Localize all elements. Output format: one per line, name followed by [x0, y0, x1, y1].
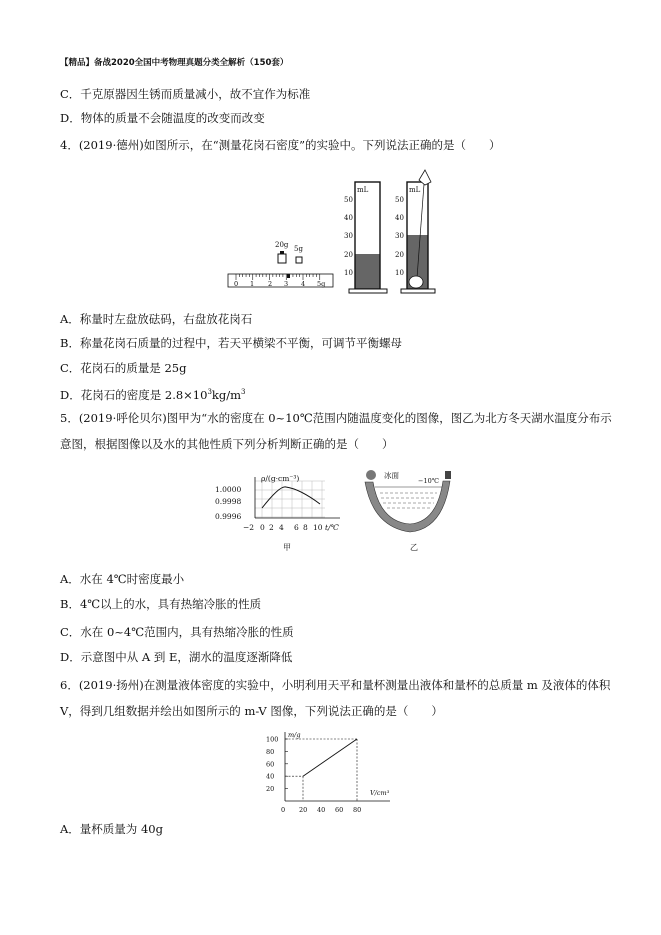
- svg-text:20: 20: [344, 251, 353, 259]
- weight-20g: [275, 241, 289, 263]
- svg-text:5g: 5g: [294, 245, 303, 253]
- svg-text:t/℃: t/℃: [325, 523, 339, 532]
- svg-text:mL: mL: [409, 186, 421, 194]
- y-tick-label: 80: [266, 747, 275, 756]
- q6-option-a: A．量杯质量为 40g: [60, 822, 163, 836]
- q5-option-a: A．水在 4℃时密度最小: [60, 572, 185, 586]
- svg-text:20: 20: [395, 251, 404, 259]
- svg-text:冰面: 冰面: [384, 471, 399, 480]
- q4-figure: [225, 170, 445, 295]
- page-header: 【精品】备战2020全国中考物理真题分类全解析（150套）: [60, 58, 289, 68]
- m-v-chart: [260, 728, 400, 818]
- svg-text:30: 30: [395, 232, 404, 240]
- y-tick-label: 100: [266, 735, 279, 744]
- svg-text:0: 0: [234, 280, 239, 288]
- x-axis-label: V/cm³: [370, 789, 390, 797]
- weight-5g: [294, 245, 303, 263]
- svg-text:mL: mL: [357, 186, 369, 194]
- svg-text:40: 40: [344, 214, 353, 222]
- q5-option-b: B．4℃以上的水，具有热缩冷胀的性质: [60, 597, 262, 611]
- prev-option-c: C．千克原器因生锈而质量减小，故不宜作为标准: [60, 87, 311, 101]
- svg-text:乙: 乙: [410, 543, 418, 552]
- prev-option-d: D．物体的质量不会随温度的改变而改变: [60, 111, 265, 125]
- svg-text:ρ/(g·cm⁻³): ρ/(g·cm⁻³): [261, 474, 300, 483]
- svg-text:0: 0: [260, 523, 265, 532]
- q4-stem: 4．(2019·德州)如图所示，在“测量花岗石密度”的实验中。下列说法正确的是（ ）: [60, 138, 501, 152]
- q5-stem-line2: 意图，根据图像以及水的其他性质下列分析判断正确的是（ ）: [60, 437, 394, 451]
- q5-option-c: C．水在 0~4℃范围内，具有热缩冷胀的性质: [60, 625, 294, 639]
- q4-option-c: C．花岗石的质量是 25g: [60, 361, 187, 375]
- x-tick-label: 40: [317, 806, 326, 814]
- q5-stem-line1: 5．(2019·呼伦贝尔)图甲为“水的密度在 0~10℃范围内随温度变化的图像，图乙为北方冬天湖水温度分布示: [60, 411, 612, 425]
- svg-text:10: 10: [395, 269, 404, 277]
- balance-scale-ruler: [228, 274, 333, 288]
- svg-text:30: 30: [344, 232, 353, 240]
- svg-text:6: 6: [294, 523, 299, 532]
- svg-text:−10℃: −10℃: [418, 477, 439, 485]
- svg-text:1: 1: [250, 280, 255, 288]
- svg-text:2: 2: [269, 523, 274, 532]
- y-axis-label: m/g: [288, 731, 301, 739]
- svg-text:3: 3: [284, 280, 289, 288]
- q4-option-b: B．称量花岗石质量的过程中，若天平横梁不平衡，可调节平衡螺母: [60, 336, 402, 350]
- cylinder-before: [344, 182, 387, 293]
- svg-text:4: 4: [301, 280, 306, 288]
- q5-option-d: D．示意图中从 A 到 E，湖水的温度逐渐降低: [60, 650, 293, 664]
- lake-diagram: [365, 470, 451, 552]
- tree-icon: [366, 470, 376, 480]
- svg-text:0.9998: 0.9998: [215, 497, 242, 506]
- y-tick-label: 20: [266, 785, 275, 794]
- y-tick-label: 60: [266, 760, 275, 769]
- series-line: [303, 739, 357, 776]
- svg-text:50: 50: [395, 196, 404, 204]
- svg-text:50: 50: [344, 196, 353, 204]
- density-graph: [215, 474, 340, 552]
- q4-option-a: A．称量时左盘放砝码，右盘放花岗石: [60, 312, 253, 326]
- svg-text:0.9996: 0.9996: [215, 512, 242, 521]
- q6-stem-line2: V，得到几组数据并绘出如图所示的 m-V 图像，下列说法正确的是（ ）: [60, 704, 443, 718]
- svg-text:5g: 5g: [317, 280, 326, 288]
- svg-text:8: 8: [303, 523, 308, 532]
- x-tick-label: 60: [335, 806, 344, 814]
- svg-text:4: 4: [279, 523, 284, 532]
- svg-text:10: 10: [344, 269, 353, 277]
- x-tick-label: 0: [281, 806, 286, 814]
- svg-text:2: 2: [268, 280, 273, 288]
- x-tick-label: 80: [353, 806, 362, 814]
- cylinder-after: [395, 170, 435, 293]
- svg-text:1.0000: 1.0000: [215, 485, 242, 494]
- svg-text:甲: 甲: [283, 543, 291, 552]
- svg-text:10: 10: [313, 523, 323, 532]
- svg-text:40: 40: [395, 214, 404, 222]
- q6-stem-line1: 6．(2019·扬州)在测量液体密度的实验中，小明利用天平和量杯测量出液体和量杯的总质量 m 及液体的体积: [60, 678, 611, 692]
- q4-option-d: D．花岗石的密度是 $2.8\times 10^3kg/m^3$: [60, 387, 246, 402]
- q5-figure: [205, 467, 455, 557]
- x-tick-label: 20: [299, 806, 308, 814]
- y-tick-label: 40: [266, 772, 275, 781]
- house-icon: [445, 471, 451, 479]
- svg-text:−2: −2: [243, 523, 255, 532]
- svg-text:20g: 20g: [275, 241, 289, 249]
